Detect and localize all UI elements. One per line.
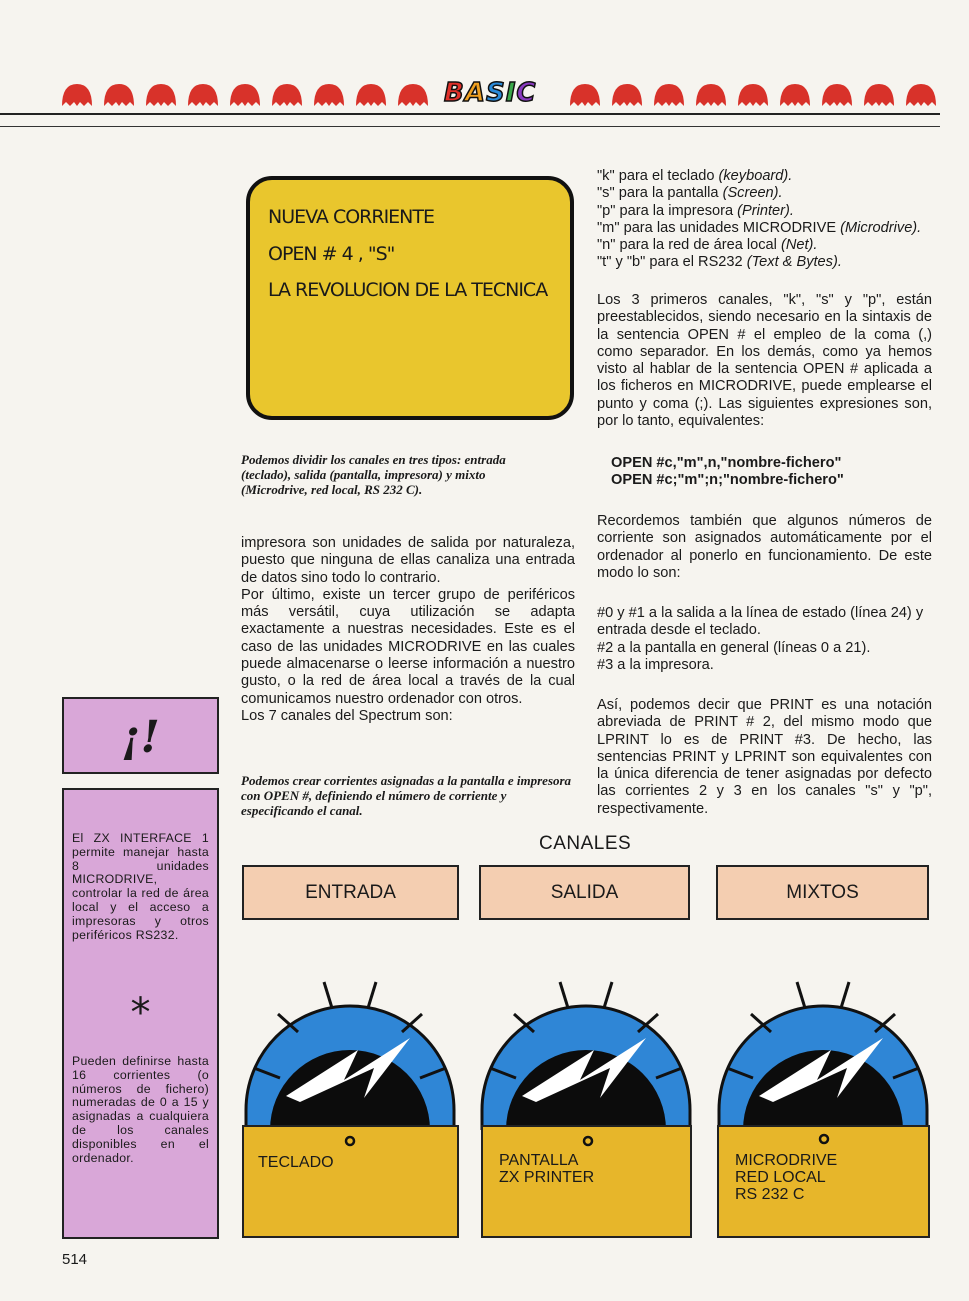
ghost-icon (650, 80, 688, 108)
exclamation-mark: ¡! (121, 712, 160, 763)
channel-item: "t" y "b" para el RS232 (Text & Bytes). (597, 254, 842, 271)
output-label: RS 232 C (735, 1186, 805, 1203)
output-label: RED LOCAL (735, 1169, 826, 1186)
header-rule-thin (0, 126, 940, 127)
screen-line-1: NUEVA CORRIENTE (268, 206, 435, 228)
ghost-icon (58, 80, 96, 108)
header-rule (0, 113, 940, 115)
ghost-icon (226, 80, 264, 108)
asterisk-symbol: * (130, 990, 151, 1036)
output-box-pantalla (481, 1125, 692, 1238)
ghost-icon (902, 80, 940, 108)
right-paragraph-3: Así, podemos decir que PRINT es una notación abreviada de PRINT # 2, del mismo modo que LPRINT lo es de PRINT #3. De hecho, las sentencias PRINT y LPRINT son equivalentes con la única diferencia de tener asignadas por defecto las corrientes 2 y 3 en los canales "s" y "p", respectivamente. (597, 697, 932, 817)
output-label: TECLADO (258, 1154, 334, 1171)
stream-item: #0 y #1 a la salida a la línea de estado (línea 24) y entrada desde el teclado. (597, 605, 924, 639)
left-paragraph-1: impresora son unidades de salida por naturaleza, puesto que ninguna de ellas canaliza una entrada de datos sino todo lo contrario. (241, 535, 575, 586)
right-paragraph-2: Recordemos también que algunos números de corriente son asignados automáticamente por el ordenador al ponerlo en funcionamiento. De este modo lo son: (597, 513, 932, 581)
logo-letter: S (485, 78, 506, 108)
channel-box-entrada: ENTRADA (242, 865, 459, 920)
ghost-row-left (58, 80, 432, 112)
channel-item: "k" para el teclado (keyboard). (597, 168, 793, 184)
stream-item: #3 a la impresora. (597, 656, 714, 673)
channel-box-salida: SALIDA (479, 865, 690, 920)
left-paragraph-3: Los 7 canales del Spectrum son: (241, 707, 453, 724)
logo-letter: C (516, 78, 537, 108)
ghost-icon (184, 80, 222, 108)
ghost-icon (100, 80, 138, 108)
left-column (241, 535, 575, 725)
channel-item: "n" para la red de área local (Net). (597, 237, 818, 254)
ghost-icon (352, 80, 390, 108)
channel-list (597, 168, 937, 272)
rivet-icon (344, 1135, 356, 1147)
rivet-icon (582, 1135, 594, 1147)
page-number: 514 (62, 1251, 88, 1268)
logo-letter: B (444, 78, 465, 108)
ghost-icon (692, 80, 730, 108)
output-box-microdrive (717, 1125, 930, 1238)
caption-channel-types: Podemos dividir los canales en tres tipos: entrada (teclado), salida (pantalla, impresora) y mixto (Microdrive, red local, RS 232 C). (241, 452, 506, 497)
ghost-icon (608, 80, 646, 108)
side-note-1: El ZX INTERFACE 1 permite manejar hasta 8 unidades MICRODRIVE, controlar la red de área local y el acceso a impresoras y otros periféricos RS232. (72, 831, 209, 942)
dial-icon (240, 940, 460, 1130)
channel-item: "s" para la pantalla (Screen). (597, 185, 783, 202)
stream-list (597, 605, 937, 674)
channel-item: "p" para la impresora (Printer). (597, 202, 794, 219)
logo-letter: I (505, 78, 517, 108)
dial-icon (713, 940, 933, 1130)
output-label: ZX PRINTER (499, 1169, 595, 1186)
code-line-1: OPEN #c,"m",n,"nombre-fichero" (611, 455, 842, 471)
diagram-title: CANALES (539, 833, 632, 854)
ghost-icon (394, 80, 432, 108)
ghost-icon (734, 80, 772, 108)
screen-line-3: LA REVOLUCION DE LA TECNICA (268, 279, 548, 301)
exclamation-box (62, 697, 219, 774)
channel-box-mixtos: MIXTOS (716, 865, 929, 920)
channel-item: "m" para las unidades MICRODRIVE (Microdrive). (597, 219, 922, 236)
ghost-icon (142, 80, 180, 108)
ghost-icon (566, 80, 604, 108)
left-paragraph-2: Por último, existe un tercer grupo de periféricos más versátil, cuya utilización se adapta exactamente a nuestras necesidades. Este es el caso de las unidades MICRODRIVE en las cuales puede almacenarse o leerse información a nuestro gusto, o la red de área local a través de la cual comunicamos nuestro ordenador con otros. (241, 586, 575, 707)
side-note-2: Pueden definirse hasta 16 corrientes (o números de fichero) numeradas de 0 a 15 y asignadas a cualquiera de los canales disponibles en el ordenador. (72, 1054, 209, 1165)
right-paragraph-1: Los 3 primeros canales, "k", "s" y "p", están preestablecidos, siendo necesario en la sintaxis de la sentencia OPEN # el empleo de la coma (,) como separador. En los demás, como ya hemos visto al hablar de la sentencia OPEN # aplicada a los ficheros en MICRODRIVE, puede emplearse el punto y coma (;). Las siguientes expresiones son, por lo tanto, equivalentes: (597, 292, 932, 430)
code-line-2: OPEN #c;"m";n;"nombre-fichero" (611, 472, 844, 488)
stream-item: #2 a la pantalla en general (líneas 0 a 21). (597, 639, 871, 656)
output-label: MICRODRIVE (735, 1152, 838, 1169)
caption-open-streams: Podemos crear corrientes asignadas a la pantalla e impresora con OPEN #, definiendo el número de corriente y especificando el canal. (241, 773, 572, 818)
rivet-icon (818, 1133, 830, 1145)
output-box-teclado (242, 1125, 459, 1238)
dial-icon (476, 940, 696, 1130)
ghost-icon (776, 80, 814, 108)
ghost-icon (818, 80, 856, 108)
ghost-icon (310, 80, 348, 108)
ghost-icon (268, 80, 306, 108)
screen-line-2: OPEN # 4 , "S" (268, 243, 395, 265)
output-label: PANTALLA (499, 1152, 579, 1169)
basic-logo (444, 78, 536, 108)
logo-letter: A (464, 78, 486, 108)
ghost-icon (860, 80, 898, 108)
ghost-row-right (566, 80, 940, 112)
